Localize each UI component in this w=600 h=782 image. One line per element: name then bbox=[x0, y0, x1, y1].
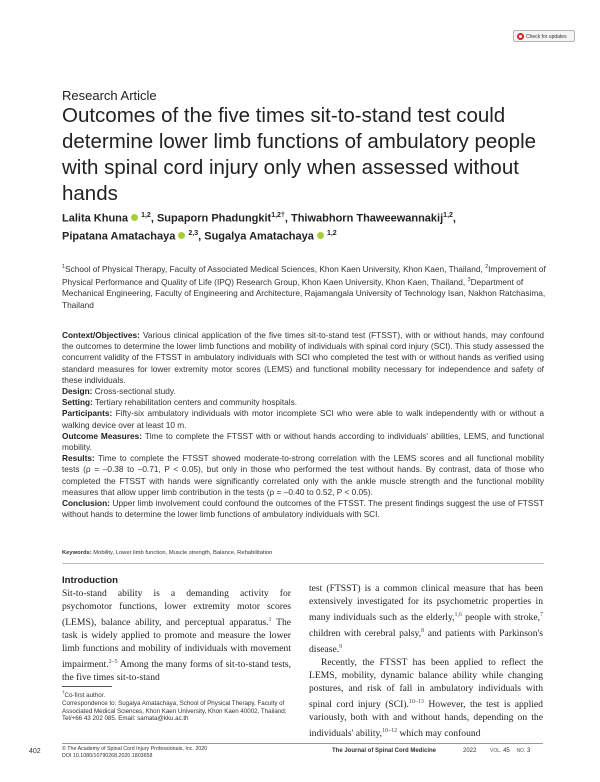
abstract-divider bbox=[62, 563, 544, 564]
orcid-icon[interactable] bbox=[178, 232, 185, 239]
cofirst-note: †Co-first author. bbox=[62, 690, 106, 700]
article-title: Outcomes of the five times sit-to-stand test could determine lower limb functions of ambulatory people with spinal cord injury only when assessed without hands bbox=[62, 104, 537, 205]
doi-link[interactable]: DOI 10.1080/10790268.2020.1803658 bbox=[62, 753, 153, 760]
abstract-results: Results: Time to complete the FTSST showed moderate-to-strong correlation with the LEMS scores and all functional mobility tests (ρ = –0.38 to –0.71, P < 0.05), but only in those who performed the test without hands. By contrast, data of those who completed the FTSST with hands were significantly correlated only with the ankle muscle strength and the functional mobility measures that allow upper limb contribution in the tests (ρ = –0.40 to 0.52, P < 0.05). bbox=[62, 453, 544, 497]
footer-copyright-block bbox=[62, 746, 207, 760]
publication-year: 2022 bbox=[463, 748, 477, 754]
citation-link[interactable]: 1 bbox=[268, 616, 272, 623]
citation-link[interactable]: 10–13 bbox=[408, 698, 424, 705]
author-name: Lalita Khuna bbox=[62, 212, 129, 225]
citation-link[interactable]: 2–5 bbox=[108, 658, 118, 665]
affiliation-1: School of Physical Therapy, Faculty of Associated Medical Sciences, Khon Kaen University, Khon Kaen, Thailand, bbox=[65, 263, 483, 274]
intro-paragraph-2: Recently, the FTSST has been applied to reflect the LEMS, mobility, dynamic balance ability while changing postures, and risk of fall in ambulatory individuals with spinal cord injury (SCI).$^{10-13}$ However, the test is applied variously, both with and without hands, depending on the individuals' ability,$^{10-12}$ which may confound bbox=[309, 657, 543, 739]
keywords: Keywords: Mobility, Lower limb function, Muscle strength, Balance, Rehabilitation bbox=[62, 550, 273, 556]
check-for-updates-label: Check for updates bbox=[526, 34, 567, 40]
check-for-updates-badge[interactable] bbox=[513, 30, 575, 42]
footnote bbox=[62, 689, 302, 723]
citation-link[interactable]: 1,6 bbox=[454, 611, 463, 618]
affiliations: $^1$School of Physical Therapy, Faculty of Associated Medical Sciences, Khon Kaen University, Khon Kaen, Thailand, $^2$Improvement of Physical Performance and Quality of Life (IPQ) Research Group, Khon Kaen University, Khon Kaen, Thailand, $^3$Department of Mechanical Engineering, Faculty of Engineering and Architecture, Rajamangala University of Technology Isan, Nakhon Ratchasima, Thailand bbox=[62, 263, 546, 310]
footer-divider bbox=[62, 743, 543, 744]
footnote-divider bbox=[62, 686, 112, 687]
citation-link[interactable]: 7 bbox=[540, 611, 543, 618]
author-name: Thiwabhorn Thaweewannakij bbox=[290, 212, 444, 225]
volume-issue: VOL. 45 NO. 3 bbox=[490, 748, 531, 754]
copyright-text: © The Academy of Spinal Cord Injury Professionals, Inc. 2020 bbox=[62, 746, 208, 752]
journal-name: The Journal of Spinal Cord Medicine bbox=[332, 748, 437, 754]
author-name: Pipatana Amatachaya bbox=[62, 230, 176, 243]
affiliation-3: Department of Mechanical Engineering, Faculty of Engineering and Architecture, Rajamangala University of Technology Isan, Nakhon Ratchasima, Thailand bbox=[62, 276, 546, 310]
orcid-icon[interactable] bbox=[317, 232, 324, 239]
author-affiliation-marker: 1,2 bbox=[141, 212, 151, 219]
author-affiliation-marker: 1,2† bbox=[271, 212, 285, 219]
intro-paragraph-1-cont: test (FTSST) is a common clinical measure that has been extensively investigated for its psychometric properties in many individuals such as the elderly,$^{1,6}$ people with stroke,$^7$ children with cerebral palsy,$^8$ and patients with Parkinson's disease.$^9$ bbox=[309, 583, 543, 656]
authors-line-2: Pipatana Amatachaya $^{2,3}$, Sugalya Amatachaya $^{1,2}$ bbox=[62, 230, 337, 243]
article-type: Research Article bbox=[62, 88, 157, 103]
page-number: 402 bbox=[29, 748, 41, 755]
author-affiliation-marker: 2,3 bbox=[188, 230, 199, 237]
abstract-design: Design: Cross-sectional study. bbox=[62, 386, 176, 397]
correspondence-note: Correspondence to: Sugalya Amatachaya, School of Physical Therapy, Faculty of Associated Medical Sciences, Khon Kaen University, Khon Kaen 40002, Thailand; Tel/+66 43 202 085. Email: samata@kku.ac.th bbox=[62, 699, 287, 723]
section-heading-introduction: Introduction bbox=[62, 575, 118, 586]
author-name: Sugalya Amatachaya bbox=[204, 230, 314, 243]
author-affiliation-marker: 1,2 bbox=[326, 230, 337, 237]
authors-line-1: Lalita Khuna $^{1,2}$, Supaporn Phadungkit$^{1,2\dagger}$, Thiwabhorn Thaweewannakij$^{1,2}$, bbox=[62, 212, 456, 225]
citation-link[interactable]: 9 bbox=[339, 644, 343, 650]
abstract-context: Context/Objectives: Various clinical application of the five times sit-to-stand test (FTSST), with or without hands, may confound the outcomes to determine the lower limb functions and mobility of individuals with spinal cord injury (SCI). This study assessed the concurrent validity of the FTSST in ambulatory individuals with SCI who completed the test with or without hands as verified using standard measures for lower extremity motor scores (LEMS) and functional mobility necessary for independence and safety of these individuals. bbox=[62, 330, 544, 385]
abstract-outcome-measures: Outcome Measures: Time to complete the FTSST with or without hands according to individuals' abilities, LEMS, and functional mobility. bbox=[62, 430, 544, 453]
body-column-left bbox=[62, 588, 291, 685]
citation-link[interactable]: 8 bbox=[421, 627, 425, 634]
author-affiliation-marker: 1,2 bbox=[443, 212, 453, 219]
abstract-setting: Setting: Tertiary rehabilitation centers and community hospitals. bbox=[62, 397, 298, 408]
affiliation-2: Improvement of Physical Performance and Quality of Life (IPQ) Research Group, Khon Kaen University, Khon Kaen, Thailand, bbox=[62, 263, 546, 287]
orcid-icon[interactable] bbox=[131, 214, 138, 221]
abstract-conclusion: Conclusion: Upper limb involvement could confound the outcomes of the FTSST. The present findings suggest the use of FTSST without hands to determine the lower limb functions of ambulatory individuals with SCI. bbox=[62, 498, 544, 520]
author-name: Supaporn Phadungkit bbox=[156, 212, 272, 225]
body-column-right bbox=[309, 583, 543, 741]
intro-paragraph-1: Sit-to-stand ability is a demanding activity for psychomotor functions, lower extremity motor scores (LEMS), balance ability, and perceptual apparatus.$^1$ The task is widely applied to promote and measure the lower limb functions and mobility of individuals with movement impairment.$^{2-5}$ Among the many forms of sit-to-stand tests, the five times sit-to-stand bbox=[62, 588, 292, 683]
citation-link[interactable]: 10–12 bbox=[382, 727, 398, 734]
crossmark-icon bbox=[517, 33, 524, 40]
abstract bbox=[62, 330, 544, 520]
abstract-participants: Participants: Fifty-six ambulatory individuals with motor incomplete SCI who were able to walk independently with or without a walking device over at least 10 m. bbox=[62, 408, 544, 430]
